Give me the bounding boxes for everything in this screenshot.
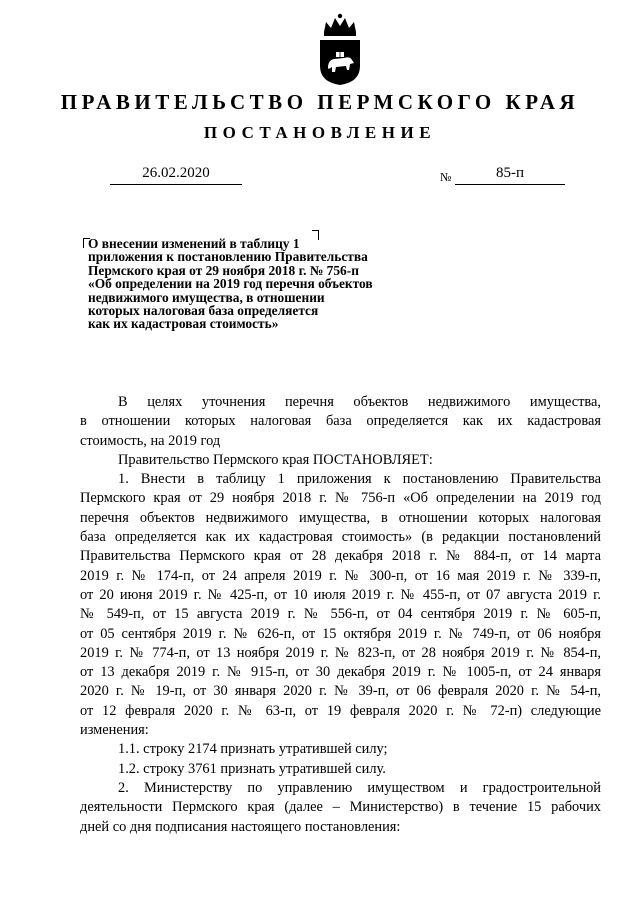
body-line: стоимость, на 2019 год — [80, 432, 221, 449]
document-body — [80, 393, 601, 837]
body-line: 2. Министерству по управлению имуществом и градостроительной — [118, 779, 601, 796]
number-label: № — [440, 170, 452, 184]
body-line: Правительство Пермского края ПОСТАНОВЛЯЕТ: — [118, 451, 433, 468]
document-subject — [88, 237, 448, 331]
body-line: база определяется как их кадастровая стоимость» (в редакции постановлений — [80, 529, 601, 546]
subject-line: «Об определении на 2019 год перечня объектов — [88, 276, 373, 292]
body-line: перечня объектов недвижимого имущества, в отношении которых налоговая — [80, 509, 601, 526]
body-line: № 549-п, от 15 августа 2019 г. № 556-п, от 04 сентября 2019 г. № 605-п, — [80, 606, 601, 623]
body-line: Правительства Пермского края от 28 декабря 2018 г. № 884-п, от 14 марта — [80, 548, 601, 565]
subject-line: которых налоговая база определяется — [88, 303, 319, 319]
body-line: деятельности Пермского края (далее – Министерство) в течение 15 рабочих — [80, 799, 601, 816]
body-line: дней со дня подписания настоящего постановления: — [80, 818, 401, 835]
body-line: 1.1. строку 2174 признать утратившей силу; — [118, 741, 388, 758]
document-number: 85-п — [455, 162, 565, 185]
subject-line: как их кадастровая стоимость» — [88, 316, 279, 332]
organization-title: ПРАВИТЕЛЬСТВО ПЕРМСКОГО КРАЯ — [60, 90, 580, 114]
subject-line: О внесении изменений в таблицу 1 — [88, 236, 300, 251]
body-line: от 12 февраля 2020 г. № 63-п, от 19 февраля 2020 г. № 72-п) следующие — [80, 702, 601, 719]
body-line: 1.2. строку 3761 признать утратившей силу. — [118, 760, 386, 777]
perm-krai-coat-of-arms-icon — [314, 10, 366, 86]
body-line: 1. Внести в таблицу 1 приложения к постановлению Правительства — [118, 471, 601, 488]
document-kind: ПОСТАНОВЛЕНИЕ — [203, 123, 437, 142]
subject-line: приложения к постановлению Правительства — [88, 249, 368, 265]
body-line: от 20 июня 2019 г. № 425-п, от 10 июля 2019 г. № 455-п, от 07 августа 2019 г. — [80, 586, 601, 603]
body-line: изменения: — [80, 722, 149, 739]
body-line: 2019 г. № 174-п, от 24 апреля 2019 г. № 300-п, от 16 мая 2019 г. № 339-п, — [80, 567, 601, 584]
body-line: 2019 г. № 774-п, от 13 ноября 2019 г. № 823-п, от 28 ноября 2019 г. № 854-п, — [80, 644, 601, 661]
document-date: 26.02.2020 — [110, 162, 242, 185]
subject-line: Пермского края от 29 ноября 2018 г. № 756-п — [88, 262, 359, 278]
body-line: Пермского края от 29 ноября 2018 г. № 756-п «Об определении на 2019 год — [80, 490, 601, 507]
body-line: от 13 декабря 2019 г. № 915-п, от 30 декабря 2019 г. № 1005-п, от 24 января — [80, 664, 601, 681]
body-line: 2020 г. № 19-п, от 30 января 2020 г. № 39-п, от 06 февраля 2020 г. № 54-п, — [80, 683, 601, 700]
body-line: В целях уточнения перечня объектов недвижимого имущества, — [118, 394, 601, 410]
body-line: в отношении которых налоговая база определяется как их кадастровая — [80, 413, 601, 430]
body-line: от 05 сентября 2019 г. № 626-п, от 15 октября 2019 г. № 749-п, от 06 ноября — [80, 625, 601, 642]
subject-line: недвижимого имущества, в отношении — [88, 289, 325, 305]
